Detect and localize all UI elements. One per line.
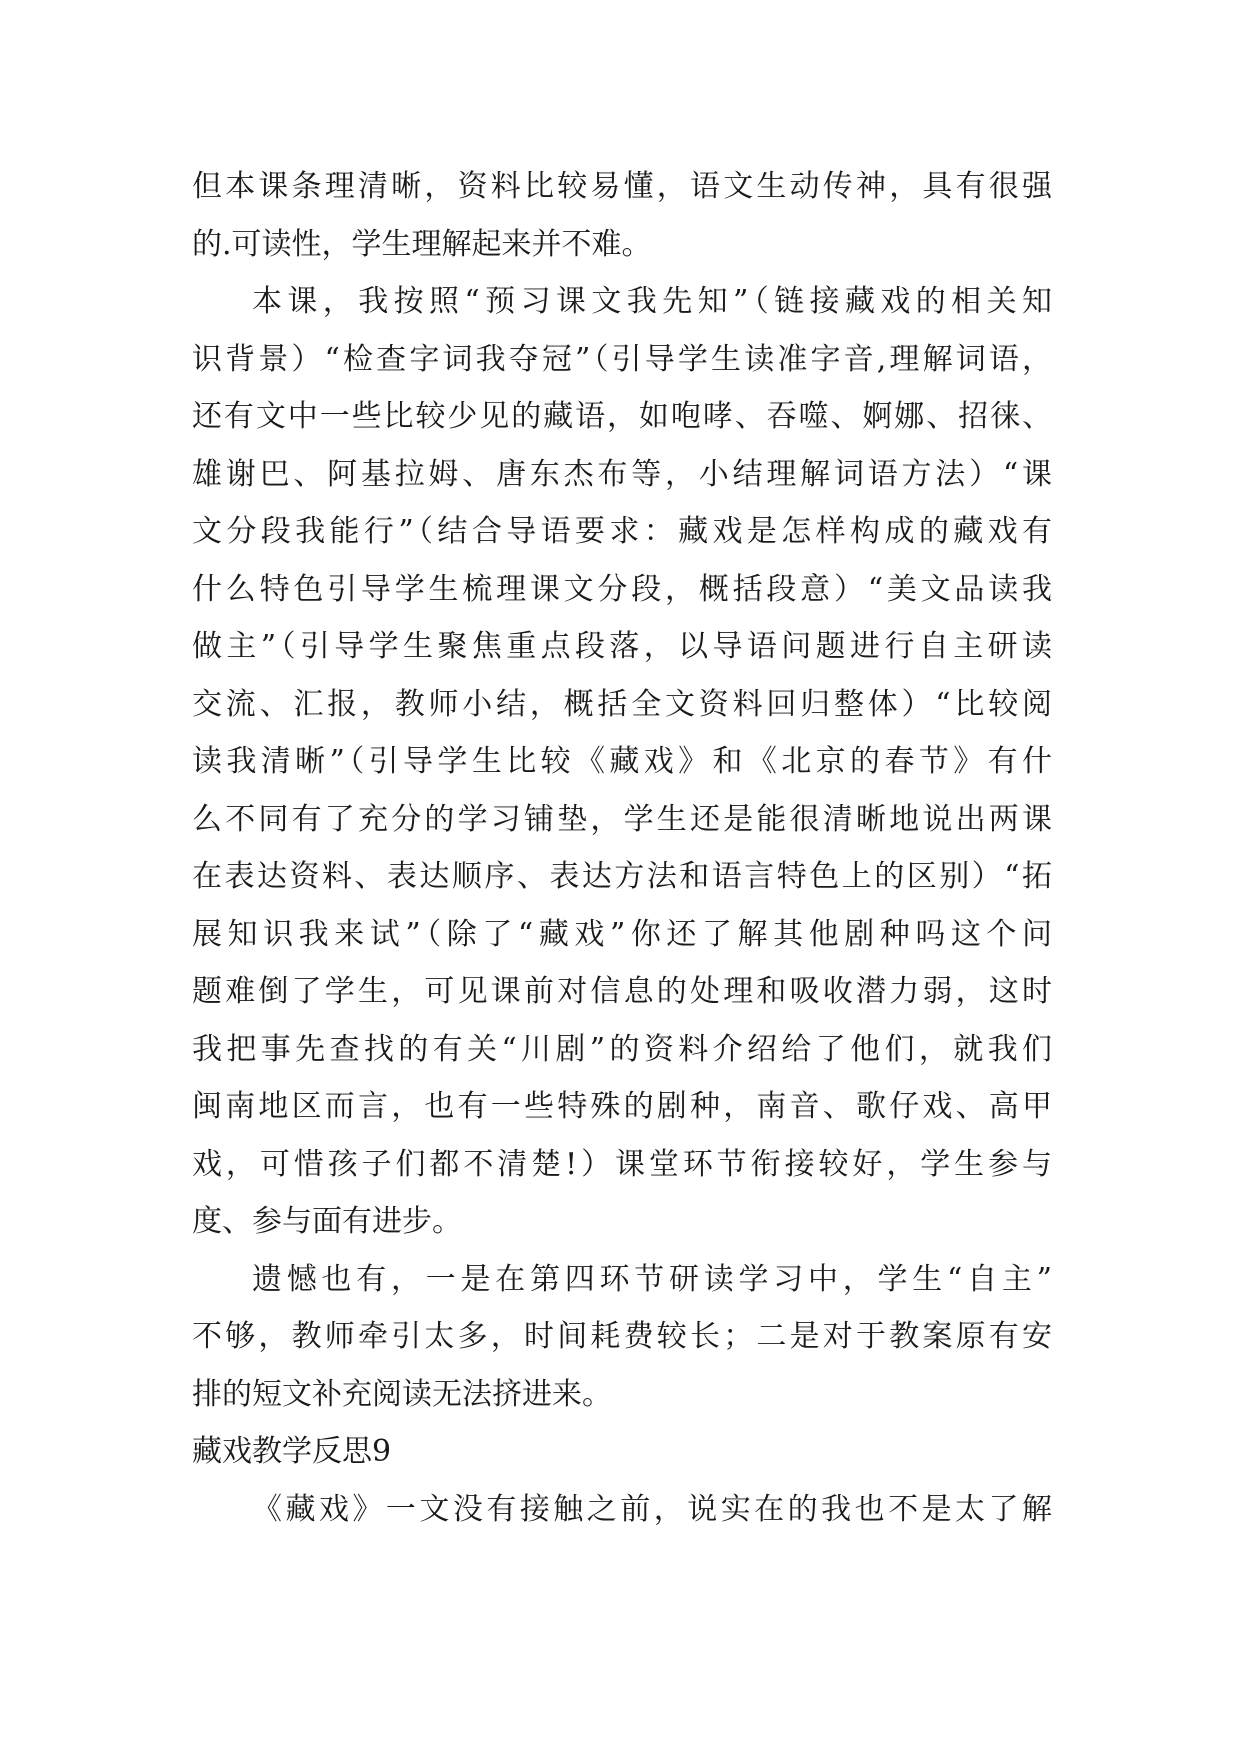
paragraph-start-line: 遗憾也有，一是在第四环节研读学习中，学生“自主” — [252, 1261, 1052, 1297]
body-text-line: 度、参与面有进步。 — [192, 1204, 462, 1239]
body-text-line: 排的短文补充阅读无法挤进来。 — [192, 1376, 612, 1412]
body-text-line: 题难倒了学生，可见课前对信息的处理和吸收潜力弱，这时 — [192, 974, 1052, 1009]
body-text-line: 什么特色引导学生梳理课文分段，概括段意）“美文品读我 — [192, 571, 1052, 607]
body-text-line: 识背景）“检查字词我夺冠”（引导学生读准字音,理解词语， — [192, 341, 1052, 377]
body-text-line: 交流、汇报，教师小结，概括全文资料回归整体）“比较阅 — [192, 686, 1052, 722]
body-text-line: 的.可读性，学生理解起来并不难。 — [192, 226, 652, 262]
body-text-line: 还有文中一些比较少见的藏语，如咆哮、吞噬、婀娜、招徕、 — [192, 399, 1052, 434]
paragraph-start-line: 本课，我按照“预习课文我先知”（链接藏戏的相关知 — [252, 284, 1052, 319]
document-body — [192, 158, 1052, 1538]
body-text-line: 读我清晰”（引导学生比较《藏戏》和《北京的春节》有什 — [192, 744, 1052, 779]
body-text-line: 不够，教师牵引太多，时间耗费较长；二是对于教案原有安 — [192, 1319, 1052, 1354]
body-text-line: 但本课条理清晰，资料比较易懂，语文生动传神，具有很强 — [192, 169, 1052, 204]
body-text-line: 闽南地区而言，也有一些特殊的剧种，南音、歌仔戏、高甲 — [192, 1089, 1052, 1124]
body-text-line: 文分段我能行”（结合导语要求：藏戏是怎样构成的藏戏有 — [192, 514, 1052, 549]
section-heading: 藏戏教学反思9 — [192, 1434, 392, 1469]
body-text-line: 做主”（引导学生聚焦重点段落，以导语问题进行自主研读 — [192, 629, 1052, 664]
body-text-line: 戏，可惜孩子们都不清楚!）课堂环节衔接较好，学生参与 — [192, 1146, 1052, 1182]
body-text-line: 在表达资料、表达顺序、表达方法和语言特色上的区别）“拓 — [192, 859, 1052, 894]
body-text-line: 展知识我来试”（除了“藏戏”你还了解其他剧种吗这个问 — [192, 916, 1052, 952]
body-text-line: 么不同有了充分的学习铺垫，学生还是能很清晰地说出两课 — [192, 801, 1052, 837]
body-text-line: 我把事先查找的有关“川剧”的资料介绍给了他们，就我们 — [192, 1031, 1052, 1067]
body-text-line: 雄谢巴、阿基拉姆、唐东杰布等，小结理解词语方法）“课 — [192, 456, 1052, 492]
paragraph-start-line: 《藏戏》一文没有接触之前，说实在的我也不是太了解 — [252, 1491, 1052, 1527]
